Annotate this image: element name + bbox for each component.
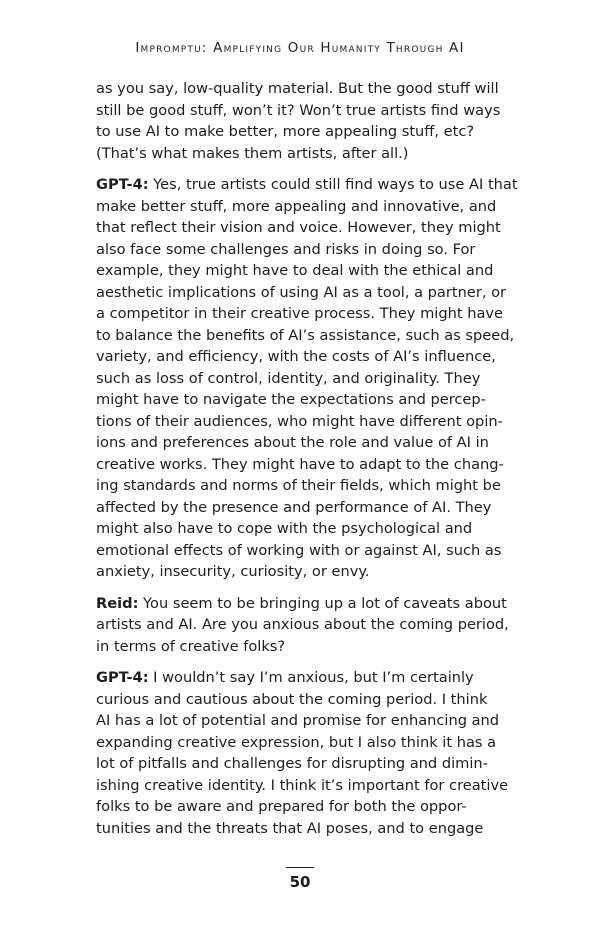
speaker-label: Reid:: [96, 594, 139, 612]
text-line: [96, 389, 512, 411]
line-text: expanding creative expression, but I also think it has a: [96, 733, 497, 751]
text-line: [96, 368, 512, 390]
paragraph: [96, 593, 512, 658]
line-text: creative works. They might have to adapt to the chang-: [96, 455, 504, 473]
text-line: [96, 753, 512, 775]
line-text: tions of their audiences, who might have different opin-: [96, 412, 503, 430]
line-text: ing standards and norms of their fields, which might be: [96, 477, 501, 494]
text-line: [96, 143, 512, 165]
speaker-label: GPT-4:: [96, 669, 149, 686]
line-text: aesthetic implications of using AI as a tool, a partner, or: [96, 283, 507, 301]
text-line: [96, 593, 512, 615]
line-text: in terms of creative folks?: [96, 637, 286, 655]
text-line: [96, 260, 512, 282]
line-text: You seem to be bringing up a lot of caveats about: [138, 594, 507, 612]
text-line: [96, 775, 512, 797]
text-line: [96, 732, 512, 754]
text-line: [96, 303, 512, 325]
text-line: [96, 540, 512, 562]
text-line: [96, 174, 518, 196]
line-text: I wouldn’t say I’m anxious, but I’m certainly: [148, 669, 474, 686]
line-text: variety, and efficiency, with the costs of AI’s influence,: [96, 348, 496, 365]
running-head: Impromptu: Amplifying Our Humanity Through AI: [135, 40, 465, 56]
line-text: example, they might have to deal with the ethical and: [96, 262, 494, 279]
line-text: still be good stuff, won’t it? Won’t true artists find ways: [96, 101, 501, 119]
text-line: [96, 346, 512, 368]
speaker-label: GPT-4:: [96, 176, 149, 193]
line-text: lot of pitfalls and challenges for disrupting and dimin-: [96, 755, 488, 772]
text-line: [96, 78, 512, 100]
line-text: might also have to cope with the psychological and: [96, 520, 473, 537]
line-text: a competitor in their creative process. They might have: [96, 305, 504, 322]
text-line: [96, 518, 512, 540]
page-number-rule: [286, 867, 314, 868]
line-text: AI has a lot of potential and promise for enhancing and: [96, 712, 500, 729]
line-text: also face some challenges and risks in doing so. For: [96, 240, 476, 258]
text-line: [96, 454, 512, 476]
text-line: [96, 217, 512, 239]
line-text: artists and AI. Are you anxious about the coming period,: [96, 616, 509, 633]
paragraph: [96, 78, 512, 164]
line-text: Yes, true artists could still find ways to use AI that: [148, 176, 518, 193]
line-text: might have to navigate the expectations and percep-: [96, 391, 486, 408]
body-text: [96, 78, 518, 849]
line-text: ishing creative identity. I think it’s important for creative: [96, 776, 509, 794]
line-text: tunities and the threats that AI poses, and to engage: [96, 819, 484, 837]
text-line: [96, 796, 512, 818]
text-line: [96, 100, 512, 122]
line-text: ions and preferences about the role and value of AI in: [96, 434, 489, 451]
text-line: [96, 497, 512, 519]
line-text: curious and cautious about the coming period. I think: [96, 690, 488, 708]
text-line: [96, 282, 512, 304]
line-text: that reflect their vision and voice. However, they might: [96, 219, 501, 236]
line-text: to use AI to make better, more appealing stuff, etc?: [96, 123, 475, 140]
text-line: [96, 411, 512, 433]
line-text: affected by the presence and performance of AI. They: [96, 498, 492, 516]
text-line: [96, 239, 512, 261]
text-line: [96, 818, 512, 840]
text-line: [96, 667, 512, 689]
paragraph: [96, 667, 512, 839]
line-text: as you say, low-quality material. But the good stuff will: [96, 80, 499, 97]
page-number: 50: [289, 873, 311, 891]
text-line: [96, 561, 512, 583]
line-text: anxiety, insecurity, curiosity, or envy.: [96, 563, 370, 580]
line-text: make better stuff, more appealing and innovative, and: [96, 197, 497, 215]
text-line: [96, 636, 512, 658]
line-text: such as loss of control, identity, and originality. They: [96, 369, 481, 387]
text-line: [96, 121, 512, 143]
text-line: [96, 432, 512, 454]
line-text: emotional effects of working with or against AI, such as: [96, 541, 502, 559]
text-line: [96, 475, 512, 497]
text-line: [96, 710, 512, 732]
line-text: folks to be aware and prepared for both the oppor-: [96, 798, 467, 815]
text-line: [96, 689, 512, 711]
text-line: [96, 614, 512, 636]
line-text: (That’s what makes them artists, after all.): [96, 144, 409, 162]
line-text: to balance the benefits of AI’s assistance, such as speed,: [96, 326, 515, 344]
paragraph: [96, 174, 518, 583]
text-line: [96, 325, 515, 347]
text-line: [96, 196, 512, 218]
